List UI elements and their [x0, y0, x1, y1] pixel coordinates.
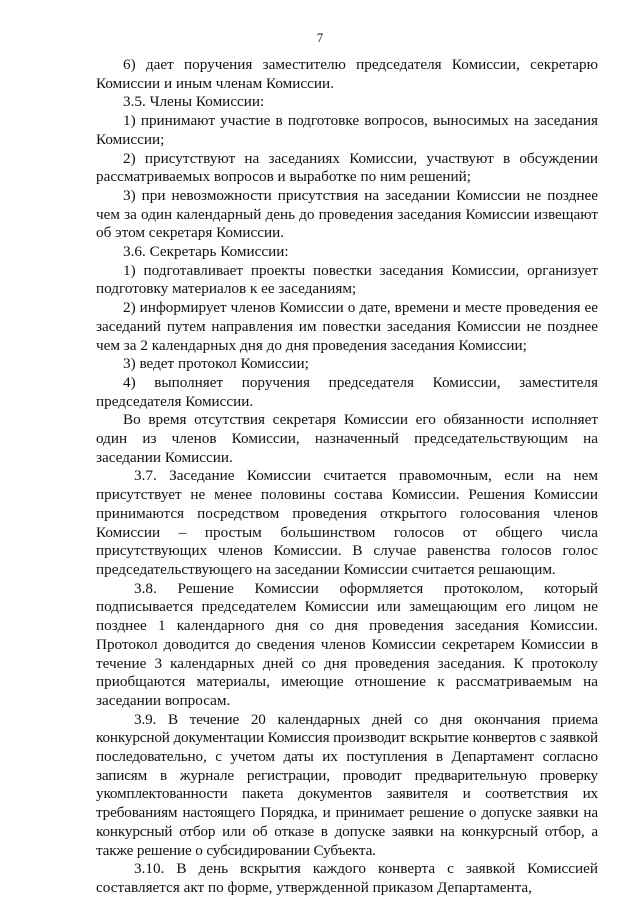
paragraph-secretary-duty-4: 4) выполняет поручения председателя Комиссии, заместителя председателя Комиссии. — [96, 373, 598, 410]
paragraph-members-duty-3: 3) при невозможности присутствия на заседании Комиссии не позднее чем за один календарный день до проведения заседания Комиссии извещают об этом секретаря Комиссии. — [96, 186, 598, 242]
section-heading-3-6: 3.6. Секретарь Комиссии: — [123, 243, 289, 261]
paragraph-secretary-absence: Во время отсутствия секретаря Комиссии его обязанности исполняет один из членов Комиссии, назначенный председательствующим на заседании Комиссии. — [96, 411, 598, 466]
paragraph-section-3-10: 3.10. В день вскрытия каждого конверта с заявкой Комиссией составляется акт по форме, утвержденной приказом Департамента, — [96, 860, 598, 896]
paragraph-members-duty-2: 2) присутствуют на заседаниях Комиссии, участвуют в обсуждении рассматриваемых вопросов и выработке по ним решений; — [96, 149, 598, 186]
paragraph-section-3-7: 3.7. Заседание Комиссии считается правомочным, если на нем присутствует не менее половины состава Комиссии. Решения Комиссии принимаются посредством проведения открытого голосования членов Комиссии – простым большинством голосов от общего числа присутствующих членов Комиссии. В случае равенства голосов голос председательствующего на заседании Комиссии считается решающим. — [96, 467, 598, 578]
paragraph-members-duty-1: 1) принимают участие в подготовке вопросов, выносимых на заседания Комиссии; — [96, 112, 598, 148]
document-body — [96, 56, 598, 898]
section-heading-3-5: 3.5. Члены Комиссии: — [123, 93, 265, 111]
paragraph-secretary-duty-3: 3) ведет протокол Комиссии; — [123, 355, 309, 373]
paragraph-chairman-duty-6: 6) дает поручения заместителю председателя Комиссии, секретарю Комиссии и иным членам Комиссии. — [96, 56, 598, 92]
paragraph-secretary-duty-1: 1) подготавливает проекты повестки заседания Комиссии, организует подготовку материалов к ее заседаниям; — [96, 261, 598, 298]
paragraph-section-3-8: 3.8. Решение Комиссии оформляется протоколом, который подписывается председателем Комиссии или замещающим его лицом не позднее 1 календарного дня со дня проведения заседания Комиссии. Протокол доводится до сведения членов Комиссии секретарем Комиссии в течение 3 календарных дней со дня проведения заседания. К протоколу приобщаются материалы, имеющие отношение к рассматриваемым на заседании вопросам. — [96, 579, 598, 709]
paragraph-section-3-9: 3.9. В течение 20 календарных дней со дня окончания приема конкурсной документации Комиссия производит вскрытие конвертов с заявкой последовательно, с учетом даты их поступления в Департамент согласно записям в журнале регистрации, проводит предварительную проверку укомплектованности пакета документов заявителя и соответствия их требованиям настоящего Порядка, и принимает решение о допуске заявки на конкурсный отбор или об отказе в допуске заявки на конкурсный отбор, а также решение о субсидировании Субъекта. — [96, 710, 598, 859]
paragraph-secretary-duty-2: 2) информирует членов Комиссии о дате, времени и месте проведения ее заседаний путем направления им повестки заседания Комиссии не позднее чем за 2 календарных дня до дня проведения заседания Комиссии; — [96, 299, 598, 354]
page-number: 7 — [316, 30, 324, 45]
